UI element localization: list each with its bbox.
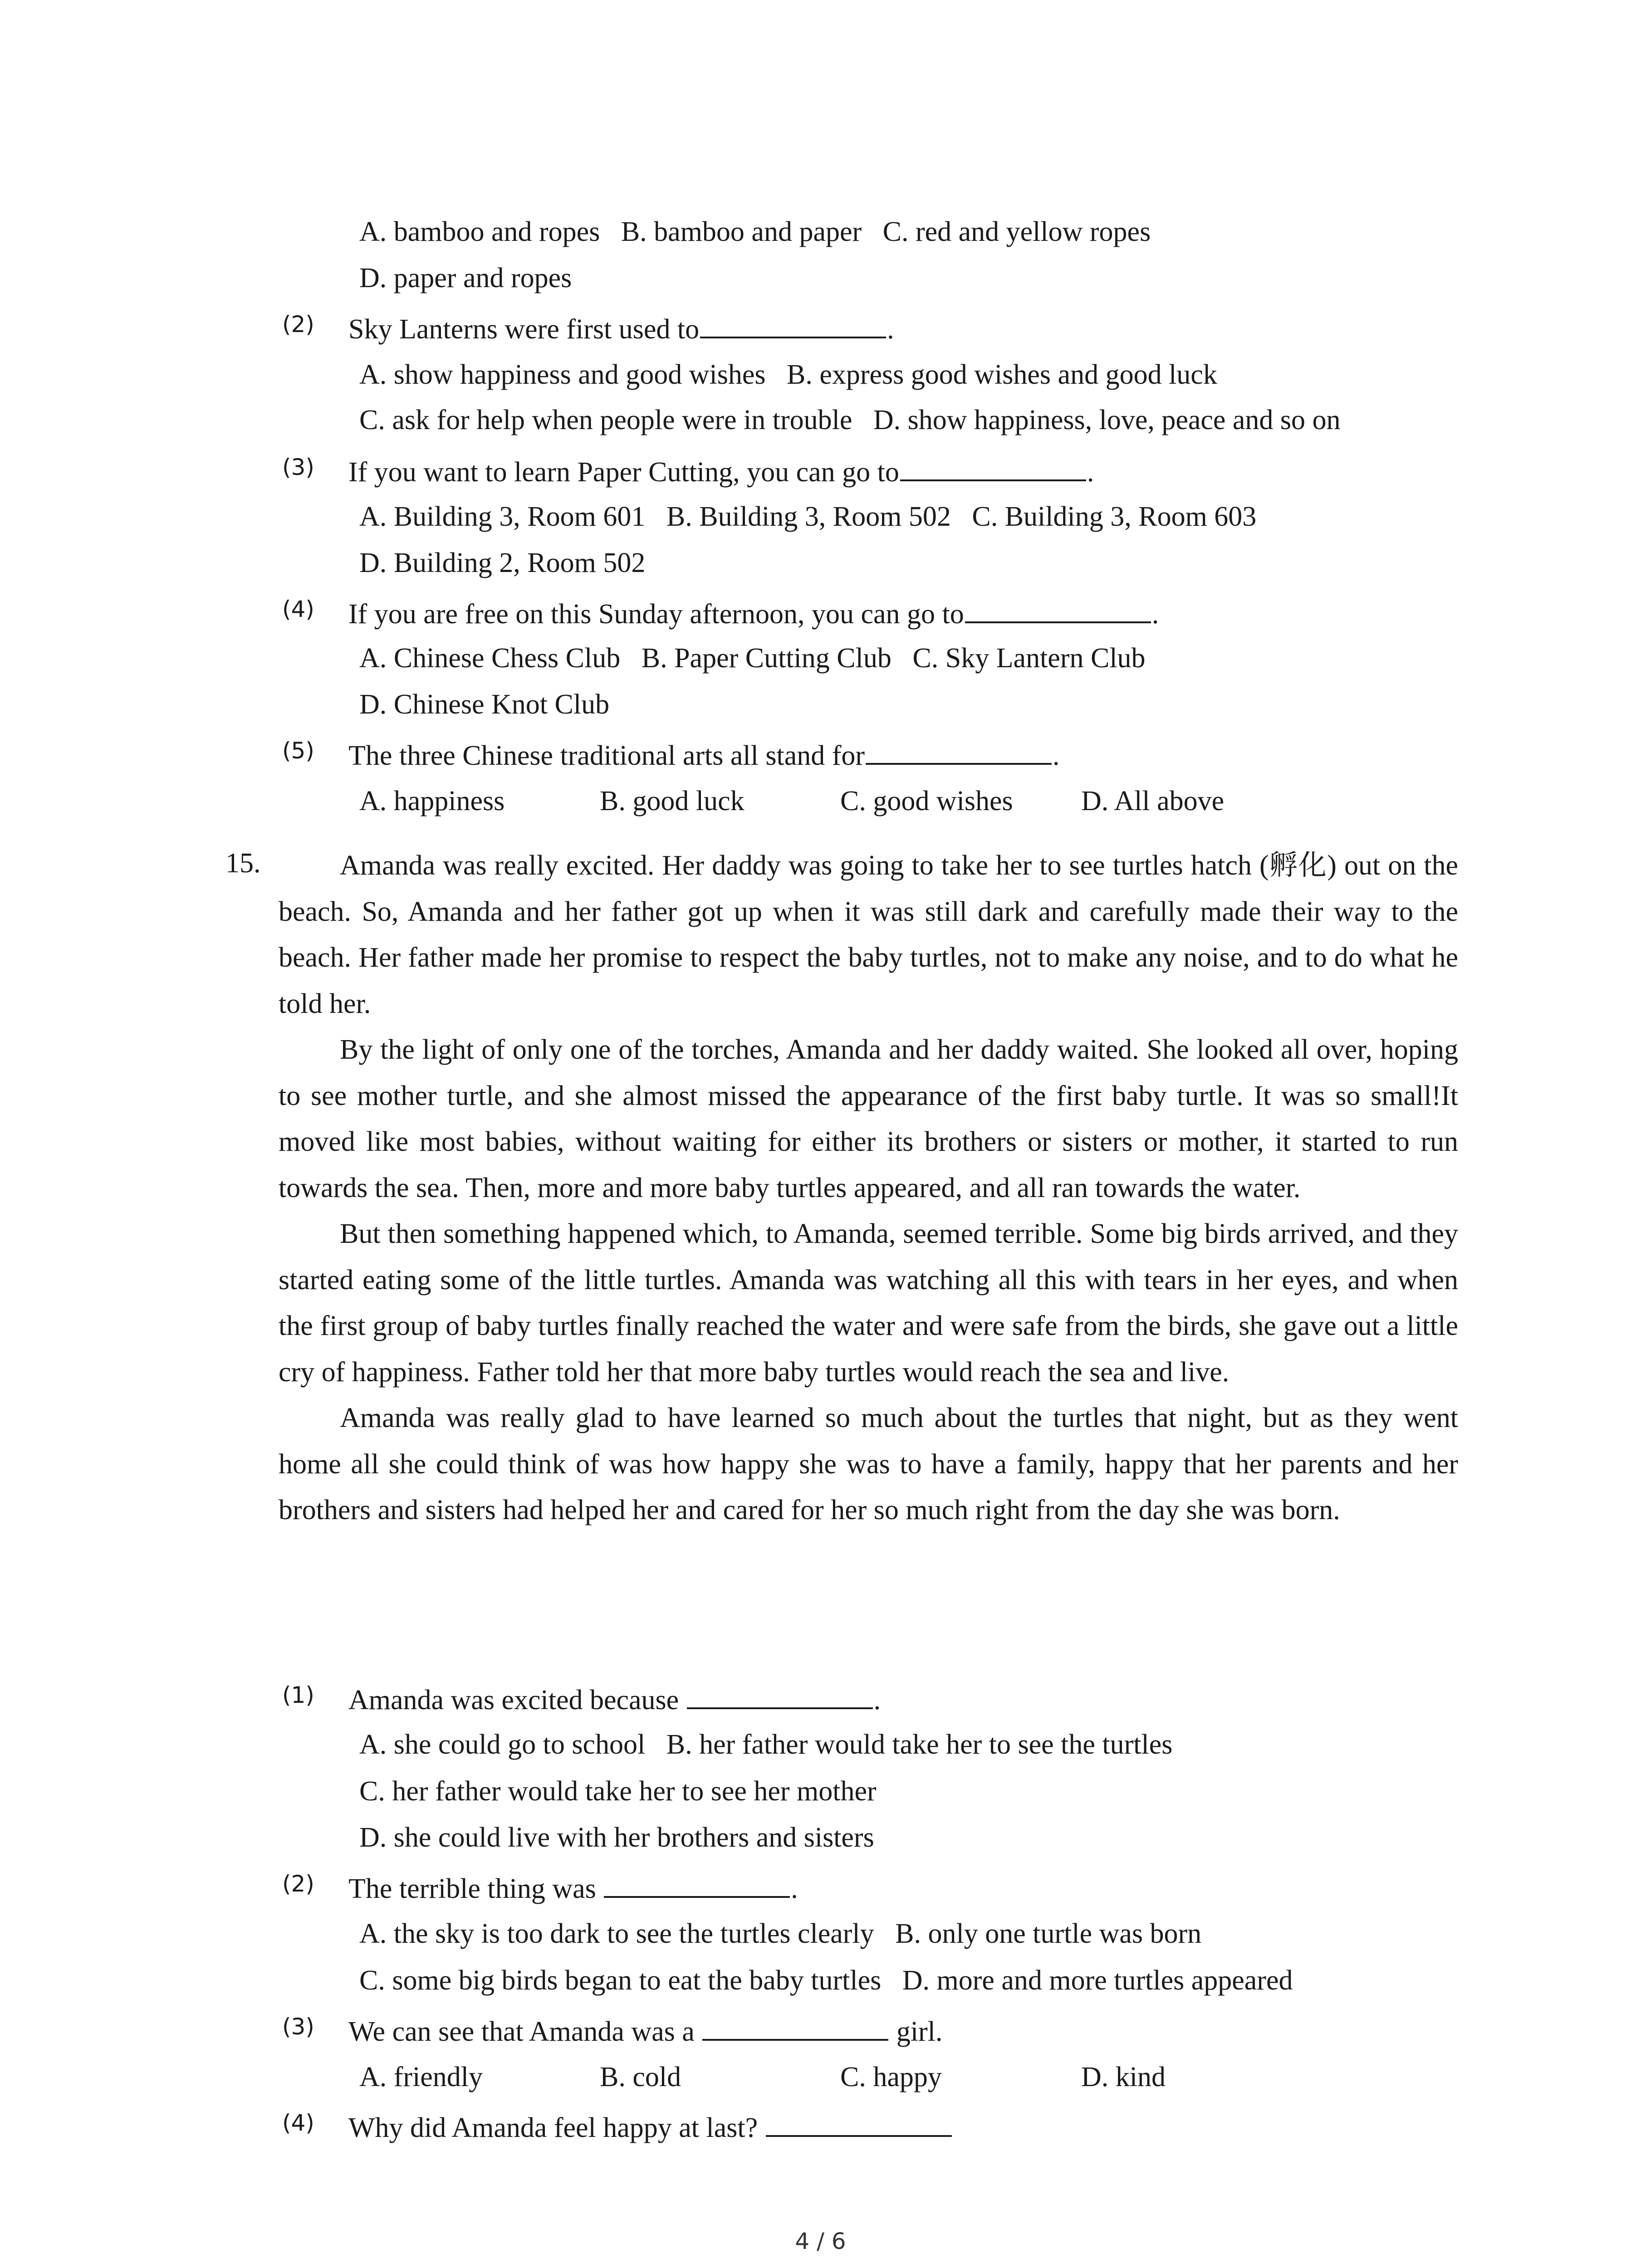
s14-q2-question: Sky Lanterns were first used to . [348, 314, 894, 345]
s15-q1-options-line3: D. she could live with her brothers and sisters [359, 1822, 874, 1853]
s15-q4-text: Why did Amanda feel happy at last? [348, 2112, 758, 2143]
s15-passage [279, 843, 1458, 1534]
s14-q3-options-line1: A. Building 3, Room 601 B. Building 3, Room 502 C. Building 3, Room 603 [359, 501, 1257, 532]
s15-q3-option-c: C. happy [840, 2062, 942, 2092]
s15-q1-options-line1: A. she could go to school B. her father would take her to see the turtles [359, 1729, 1173, 1760]
answer-blank [866, 739, 1052, 765]
s15-number: 15. [225, 848, 261, 879]
answer-blank [702, 2015, 888, 2041]
s14-q3-number: (3) [282, 454, 314, 480]
s15-q3-option-d: D. kind [1081, 2062, 1166, 2092]
s14-q1-options-line1: A. bamboo and ropes B. bamboo and paper C. red and yellow ropes [359, 216, 1151, 247]
s15-paragraph-3: But then something happened which, to Amanda, seemed terrible. Some big birds arrived, and they started eating some of the little turtles. Amanda was watching all this with tears in her eyes, and when the first group of baby turtles finally reached the water and were safe from the birds, she gave out a little cry of happiness. Father told her that more baby turtles would reach the sea and live. [279, 1218, 1458, 1388]
s15-paragraph-1: Amanda was really excited. Her daddy was going to take her to see turtles hatch (孵化) out on the beach. So, Amanda and her father got up when it was still dark and carefully made their way to the beach. Her father made her promise to respect the baby turtles, not to make any noise, and to do what he told her. [279, 850, 1458, 1019]
s14-q4-number: (4) [282, 596, 314, 622]
s15-q2-options-line2: C. some big birds began to eat the baby turtles D. more and more turtles appeared [359, 1965, 1293, 1996]
s14-q2-options-line1: A. show happiness and good wishes B. express good wishes and good luck [359, 359, 1217, 390]
s15-q3-text-before: We can see that Amanda was a [348, 2016, 695, 2047]
s14-q5-question: The three Chinese traditional arts all stand for . [348, 740, 1060, 771]
s15-paragraph-4: Amanda was really glad to have learned so much about the turtles that night, but as they went home all she could think of was how happy she was to have a family, happy that her parents and her brothers and sisters had helped her and cared for her so much right from the day she was born. [279, 1403, 1458, 1525]
s14-q3-question: If you want to learn Paper Cutting, you can go to . [348, 457, 1094, 488]
s15-q3-question [348, 2015, 942, 2046]
s15-q3-number: (3) [282, 2014, 314, 2040]
s15-q4-question [348, 2112, 953, 2142]
answer-blank [965, 598, 1151, 623]
s14-q1-options-line2: D. paper and ropes [359, 263, 572, 293]
s14-q3-options-line2: D. Building 2, Room 502 [359, 547, 646, 578]
s14-q5-option-b: B. good luck [600, 786, 745, 816]
s14-q5-option-a: A. happiness [359, 786, 505, 816]
s15-q1-question: Amanda was excited because . [348, 1685, 881, 1716]
s15-q2-text: The terrible thing was [348, 1873, 596, 1904]
s15-q1-text: Amanda was excited because [348, 1685, 679, 1716]
s15-q3-option-a: A. friendly [359, 2062, 483, 2092]
s14-q5-option-c: C. good wishes [840, 786, 1013, 816]
answer-blank [687, 1684, 873, 1709]
page-number: 4 / 6 [795, 2228, 846, 2254]
answer-blank [766, 2112, 952, 2137]
answer-blank [900, 456, 1086, 481]
s14-q4-text: If you are free on this Sunday afternoon, you can go to [348, 599, 964, 630]
s15-q2-options-line1: A. the sky is too dark to see the turtles clearly B. only one turtle was born [359, 1918, 1202, 1949]
s14-q2-options-line2: C. ask for help when people were in trouble D. show happiness, love, peace and so on [359, 405, 1341, 435]
s15-q2-number: (2) [282, 1871, 314, 1897]
s14-q5-option-d: D. All above [1081, 786, 1225, 816]
s15-q3-text-after: girl. [896, 2016, 943, 2047]
s14-q2-number: (2) [282, 311, 314, 337]
answer-blank [604, 1872, 790, 1898]
s15-q3-option-b: B. cold [600, 2062, 681, 2092]
answer-blank [700, 313, 886, 338]
s14-q4-options-line2: D. Chinese Knot Club [359, 689, 610, 720]
s14-q4-question: If you are free on this Sunday afternoon, you can go to . [348, 599, 1159, 630]
s14-q5-text: The three Chinese traditional arts all stand for [348, 740, 865, 771]
s15-paragraph-2: By the light of only one of the torches, Amanda and her daddy waited. She looked all over, hoping to see mother turtle, and she almost missed the appearance of the first baby turtle. It was so small!It moved like most babies, without waiting for either its brothers or sisters or mother, it started to run towards the sea. Then, more and more baby turtles appeared, and all ran towards the water. [279, 1034, 1458, 1203]
s15-q1-options-line2: C. her father would take her to see her mother [359, 1776, 877, 1807]
s14-q3-text: If you want to learn Paper Cutting, you can go to [348, 457, 899, 488]
s15-q1-number: (1) [282, 1682, 314, 1708]
s14-q2-text: Sky Lanterns were first used to [348, 314, 700, 345]
s15-q2-question: The terrible thing was . [348, 1873, 798, 1904]
s15-q4-number: (4) [282, 2110, 314, 2136]
s14-q5-number: (5) [282, 738, 314, 764]
s14-q4-options-line1: A. Chinese Chess Club B. Paper Cutting Club C. Sky Lantern Club [359, 643, 1146, 674]
